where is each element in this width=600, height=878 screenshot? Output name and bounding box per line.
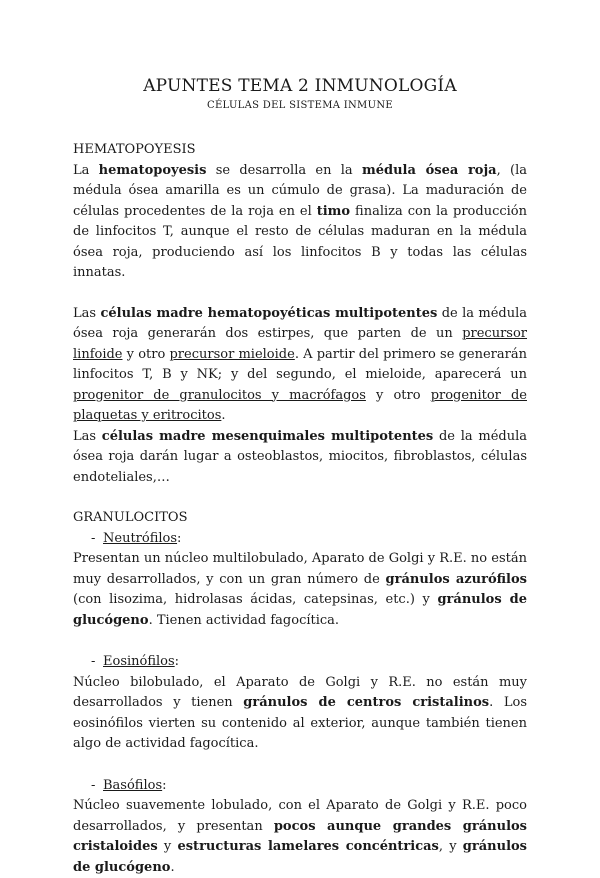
paragraph-neutrofilos (73, 549, 527, 631)
list-dash: - (91, 777, 96, 793)
text-run: (con lisozima, hidrolasas ácidas, catepsinas, etc.) y (73, 592, 438, 607)
underlined-term: progenitor de plaquetas y eritrocitos (73, 387, 527, 423)
page-subtitle: CÉLULAS DEL SISTEMA INMUNE (207, 100, 393, 111)
text-run: . Los eosinófilos vierten su contenido al exterior, aunque también tienen algo de actividad fagocítica. (73, 695, 527, 751)
text-run: finaliza con la producción de linfocitos T, aunque el resto de células maduran en la médula ósea roja, produciendo así los linfocitos B y todas las células innatas. (73, 203, 527, 280)
text-run: , y (438, 839, 463, 854)
text-run: . A partir del primero se generarán linfocitos T, B y NK; y del segundo, el mieloide, aparecerá un (73, 346, 527, 382)
text-run: Núcleo suavemente lobulado, con el Aparato de Golgi y R.E. poco desarrollados, y presentan (73, 798, 527, 834)
paragraph-celulas-madre-hematopoyeticas (73, 304, 527, 427)
colon: : (174, 654, 180, 669)
bold-term: gránulos de glucógeno (73, 592, 527, 628)
subheading-basofilos: Basófilos (103, 777, 163, 793)
underlined-term: precursor linfoide (73, 326, 527, 362)
text-run: de la médula ósea roja generarán dos estirpes, que parten de un (73, 305, 527, 341)
text-run: , (la médula ósea amarilla es un cúmulo de grasa). La maduración de células procedentes de la roja en el (73, 162, 527, 219)
paragraph-hematopoyesis-intro (73, 161, 527, 284)
heading-hematopoyesis: HEMATOPOYESIS (73, 142, 196, 157)
subheading-eosinofilos: Eosinófilos (103, 654, 175, 669)
bold-term: gránulos azurófilos (385, 571, 527, 587)
document-body (73, 140, 527, 878)
bold-term: pocos aunque grandes gránulos cristaloides (73, 818, 527, 854)
bold-term: estructuras lamelares concéntricas (177, 839, 439, 854)
text-run: y otro (122, 346, 170, 362)
underlined-term: progenitor de granulocitos y macrófagos (73, 387, 366, 403)
bold-term: células madre mesenquimales multipotentes (101, 428, 434, 444)
text-run: . (170, 859, 175, 875)
bold-term: médula ósea roja (361, 162, 497, 178)
colon: : (177, 530, 182, 546)
bold-term: timo (316, 203, 351, 219)
text-run: Núcleo bilobulado, el Aparato de Golgi y R.E. no están muy desarrollados y tienen (73, 674, 527, 710)
text-run: Las (73, 305, 101, 321)
list-item-eosinofilos (73, 652, 527, 673)
list-item-basofilos (73, 776, 527, 797)
text-run: de la médula ósea roja darán lugar a osteoblastos, miocitos, fibroblastos, células endoteliales,… (73, 428, 527, 485)
bold-term: células madre hematopoyéticas multipotentes (100, 305, 438, 321)
heading-granulocitos: GRANULOCITOS (73, 510, 188, 525)
text-run: La (73, 162, 99, 178)
paragraph-eosinofilos (73, 673, 527, 755)
subheading-neutrofilos: Neutrófilos (103, 530, 178, 546)
list-item-neutrofilos (73, 529, 527, 550)
colon: : (162, 777, 167, 793)
page-title: APUNTES TEMA 2 INMUNOLOGÍA (143, 76, 457, 96)
underlined-term: precursor mieloide (169, 346, 295, 362)
text-run: Las (73, 428, 102, 444)
text-run: Presentan un núcleo multilobulado, Aparato de Golgi y R.E. no están muy desarrollados, y con un gran número de (73, 551, 527, 587)
text-run: y otro (365, 387, 431, 403)
list-dash: - (91, 530, 96, 546)
bold-term: gránulos de centros cristalinos (243, 695, 490, 710)
text-run: . (221, 408, 226, 423)
text-run: se desarrolla en la (206, 162, 362, 178)
bold-term: gránulos de glucógeno (73, 839, 527, 875)
paragraph-basofilos (73, 796, 527, 878)
text-run: y (157, 839, 178, 854)
paragraph-celulas-madre-mesenquimales (73, 427, 527, 489)
text-run: . Tienen actividad fagocítica. (148, 612, 340, 628)
bold-term: hematopoyesis (98, 162, 207, 178)
list-dash: - (91, 654, 96, 669)
